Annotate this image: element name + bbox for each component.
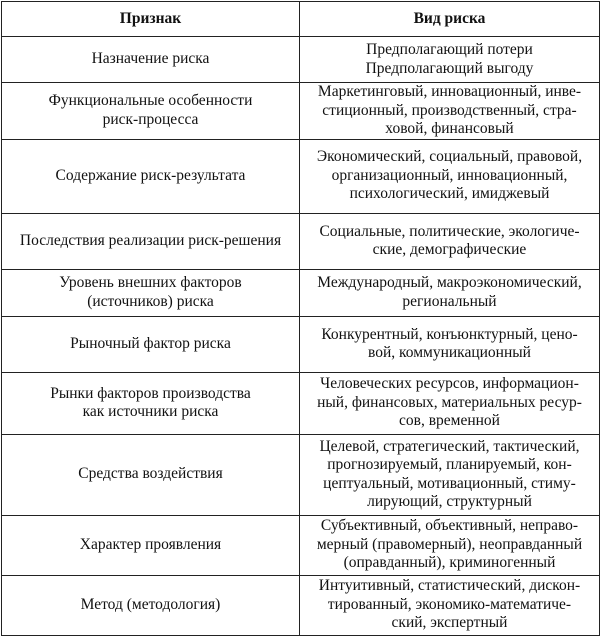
feature-text-line: (источников) риска [87, 292, 214, 310]
risk-type-cell [300, 83, 600, 140]
risk-type-text-line: лирующий, структурный [367, 493, 532, 510]
table-row [2, 372, 600, 434]
table-row [2, 37, 600, 83]
risk-type-text-line: ховой, финансовый [385, 120, 514, 137]
feature-cell [2, 139, 300, 213]
table-row [2, 515, 600, 575]
feature-text-line: Последствия реализации риск-решения [19, 231, 282, 249]
risk-type-text-line: (оправданный), криминогенный [343, 554, 556, 572]
risk-type-text-line: цептуальный, мотивационный, стиму- [323, 474, 576, 492]
risk-type-cell [300, 316, 600, 372]
risk-type-cell [300, 515, 600, 575]
risk-type-text-line: ный, финансовых, материальных ресур- [317, 393, 582, 411]
risk-type-text-line: региональный [402, 292, 497, 310]
risk-type-text-line: стиционный, производственный, стра- [322, 101, 577, 119]
table-row [2, 139, 600, 213]
feature-text-line: Уровень внешних факторов [59, 274, 242, 291]
risk-type-text-line: Человеческих ресурсов, информацион- [320, 375, 579, 393]
feature-text-line: Метод (методология) [80, 595, 221, 613]
table-row [2, 83, 600, 140]
feature-cell [2, 372, 300, 434]
risk-type-cell [300, 213, 600, 269]
table-body [2, 37, 600, 636]
table-row [2, 269, 600, 316]
risk-type-text-line: организационный, инновационный, [331, 166, 568, 184]
risk-type-text-line: психологический, имиджевый [349, 185, 550, 203]
risk-type-text-line: Экономический, социальный, правовой, [316, 148, 583, 166]
feature-text-line: Содержание риск-результата [55, 166, 246, 184]
feature-cell [2, 515, 300, 575]
risk-type-text-line: Предполагающий потери [366, 41, 533, 58]
risk-type-text-line: ские, демографические [372, 241, 527, 258]
risk-classification-table [1, 1, 600, 636]
feature-text-line: Назначение риска [91, 50, 210, 68]
feature-cell [2, 83, 300, 140]
table-row [2, 434, 600, 515]
table-row [2, 213, 600, 269]
feature-cell [2, 213, 300, 269]
risk-type-text-line: Целевой, стратегический, тактический, [319, 437, 580, 455]
feature-text-line: как источники риска [82, 403, 219, 420]
feature-cell [2, 434, 300, 515]
feature-text-line: Характер проявления [79, 535, 222, 553]
header-row [2, 2, 600, 37]
risk-type-text-line: Предполагающий выгоду [365, 59, 534, 77]
risk-type-text-line: ский, экспертный [391, 614, 508, 632]
risk-type-cell [300, 139, 600, 213]
risk-type-text-line: вой, коммуникационный [368, 344, 531, 361]
feature-text-line: риск-процесса [102, 110, 199, 128]
risk-type-text-line: мерный (правомерный), неоправданный [316, 535, 583, 553]
risk-type-cell [300, 575, 600, 635]
risk-type-text-line: Международный, макроэкономический, [317, 274, 582, 291]
header-risk-type: Вид риска [300, 2, 600, 37]
risk-type-text-line: прогнозируемый, планируемый, кон- [327, 456, 572, 473]
feature-cell [2, 269, 300, 316]
risk-type-cell [300, 37, 600, 83]
risk-type-cell [300, 434, 600, 515]
feature-cell [2, 575, 300, 635]
header-feature: Признак [2, 2, 300, 37]
risk-type-text-line: сов, временной [399, 412, 500, 430]
feature-text-line: Рынки факторов производства [50, 384, 251, 402]
feature-text-line: Средства воздействия [78, 465, 223, 483]
risk-type-text-line: Конкурентный, конъюнктурный, цено- [321, 325, 578, 343]
risk-type-text-line: Субъективный, объективный, неправо- [320, 517, 579, 535]
table-row [2, 316, 600, 372]
risk-type-text-line: Маркетинговый, инновационный, инве- [317, 83, 582, 100]
risk-type-cell [300, 269, 600, 316]
risk-type-text-line: тированный, экономико-математиче- [327, 595, 572, 613]
risk-type-text-line: Интуитивный, статистический, дискон- [318, 577, 581, 595]
feature-text-line: Рыночный фактор риска [70, 334, 231, 352]
risk-type-cell [300, 372, 600, 434]
table-row [2, 575, 600, 635]
feature-text-line: Функциональные особенности [48, 92, 253, 110]
risk-type-text-line: Социальные, политические, экологиче- [319, 222, 580, 240]
feature-cell [2, 316, 300, 372]
feature-cell [2, 37, 300, 83]
